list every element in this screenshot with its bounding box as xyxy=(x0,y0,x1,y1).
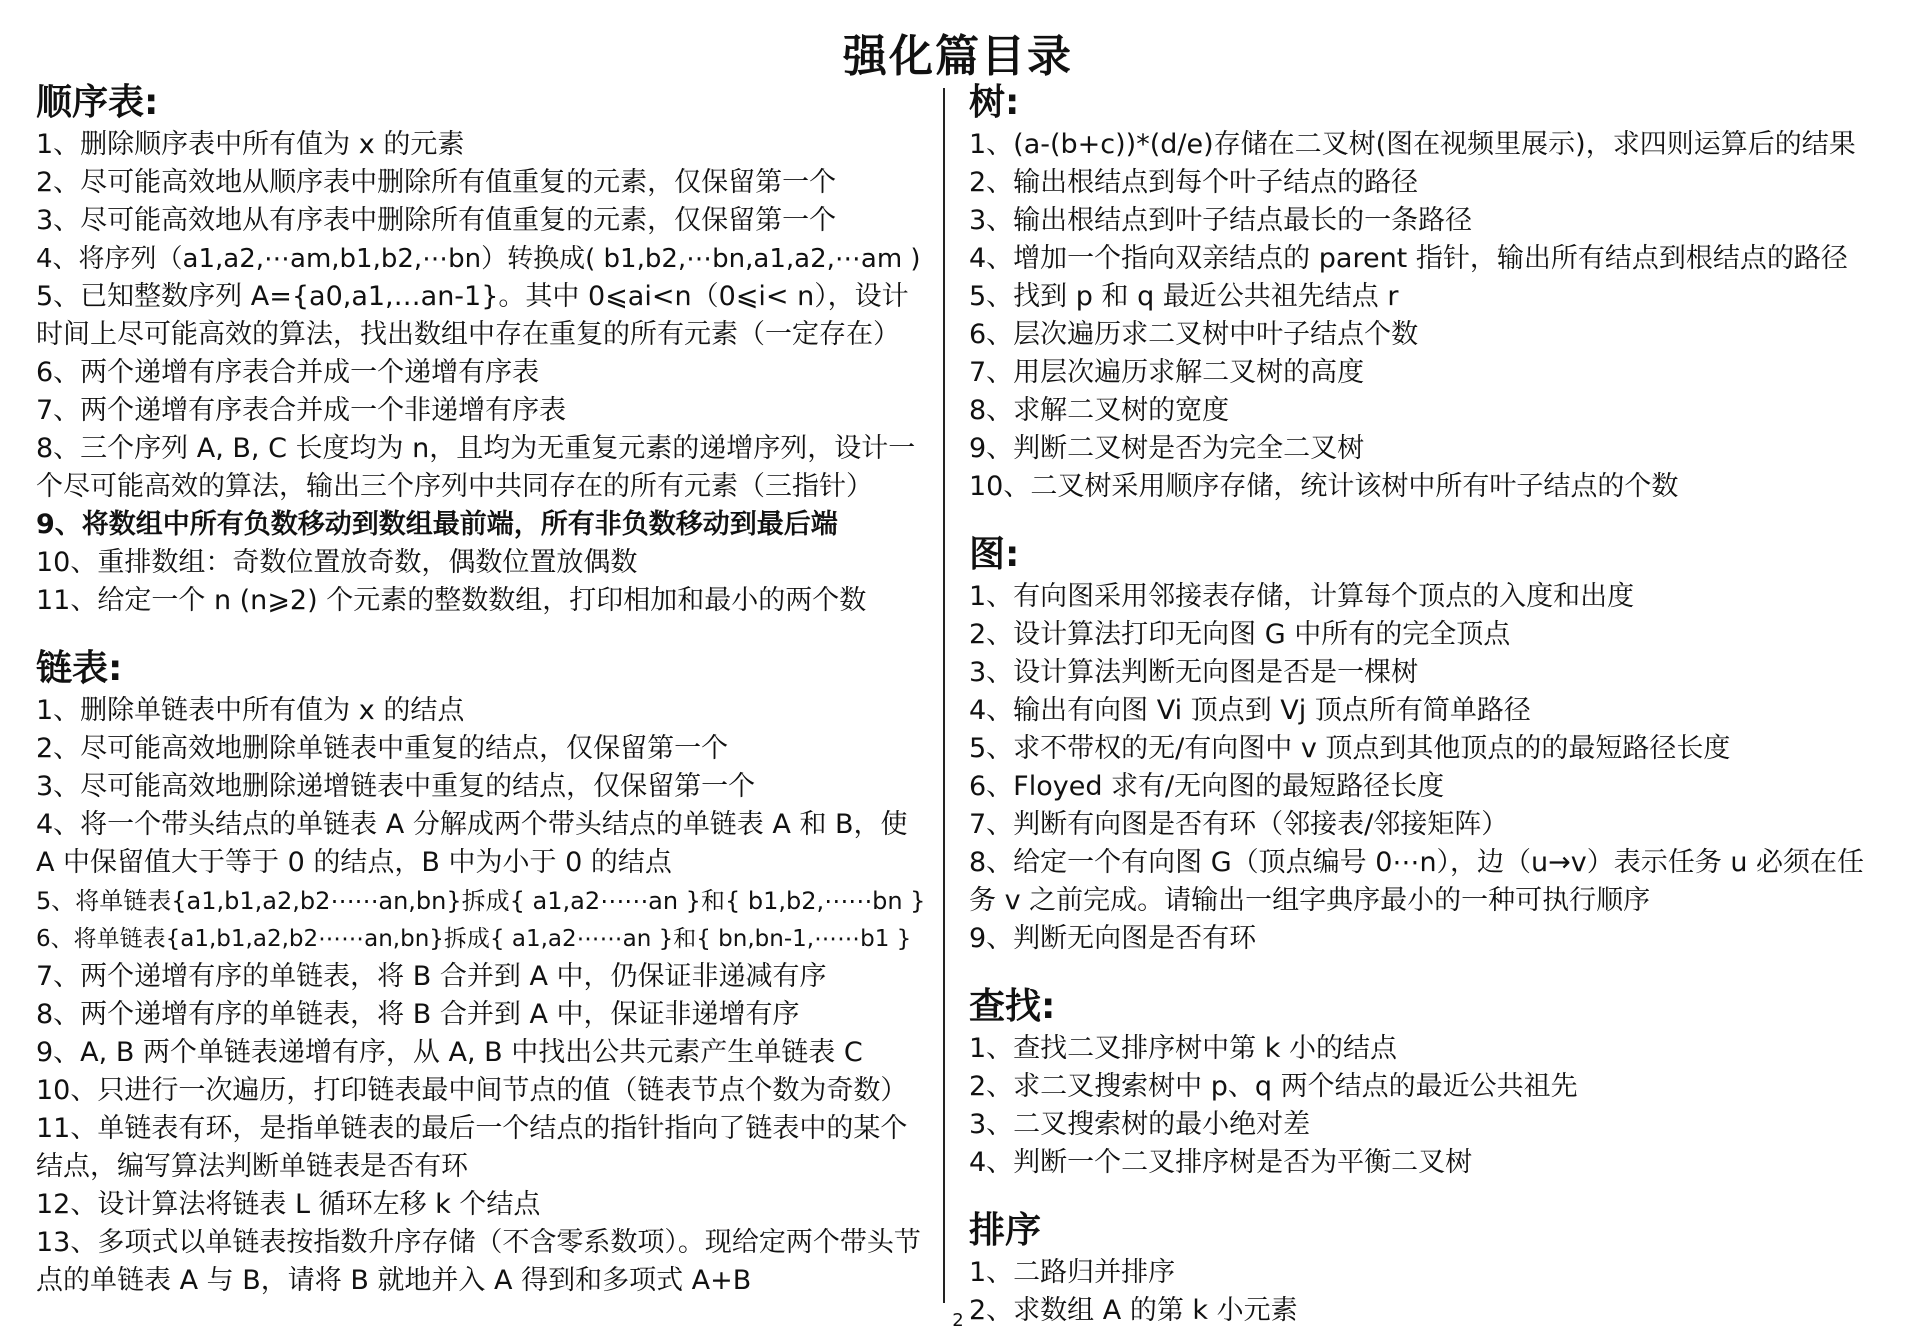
section-heading: 顺序表: xyxy=(36,82,159,123)
list-item: 8、求解二叉树的宽度 xyxy=(969,395,1230,426)
section xyxy=(969,984,1889,1182)
section-list xyxy=(36,692,926,1300)
list-item: 5、求不带权的无/有向图中 v 顶点到其他顶点的的最短路径长度 xyxy=(969,733,1731,764)
list-item: 8、两个递增有序的单链表，将 B 合并到 A 中，保证非递增有序 xyxy=(36,999,800,1030)
list-item: 1、(a-(b+c))*(d/e)存储在二叉树(图在视频里展示)，求四则运算后的结果 xyxy=(969,129,1856,160)
left-column xyxy=(36,80,926,1300)
section-list xyxy=(969,126,1889,506)
section-list xyxy=(36,126,926,620)
section xyxy=(969,80,1889,506)
list-item: 5、将单链表{a1,b1,a2,b2⋯⋯an,bn}拆成{ a1,a2⋯⋯an }和{ b1,b2,⋯⋯bn } xyxy=(36,887,926,915)
section-list xyxy=(969,578,1889,958)
list-item: 7、两个递增有序的单链表，将 B 合并到 A 中，仍保证非递减有序 xyxy=(36,961,827,992)
list-item: 9、判断无向图是否有环 xyxy=(969,923,1257,954)
list-item: 5、找到 p 和 q 最近公共祖先结点 r xyxy=(969,281,1399,312)
section-heading: 排序 xyxy=(969,1210,1042,1251)
list-item: 1、二路归并排序 xyxy=(969,1257,1176,1288)
list-item: 10、重排数组：奇数位置放奇数，偶数位置放偶数 xyxy=(36,547,638,578)
list-item: 4、将一个带头结点的单链表 A 分解成两个带头结点的单链表 A 和 B，使 A 中保留值大于等于 0 的结点，B 中为小于 0 的结点 xyxy=(36,809,908,878)
list-item: 3、尽可能高效地从有序表中删除所有值重复的元素，仅保留第一个 xyxy=(36,205,837,236)
list-item: 2、设计算法打印无向图 G 中所有的完全顶点 xyxy=(969,619,1511,650)
list-item: 1、删除顺序表中所有值为 x 的元素 xyxy=(36,129,465,160)
list-item: 3、设计算法判断无向图是否是一棵树 xyxy=(969,657,1419,688)
section xyxy=(969,532,1889,958)
list-item: 3、尽可能高效地删除递增链表中重复的结点，仅保留第一个 xyxy=(36,771,756,802)
page-number: 2 xyxy=(952,1310,964,1331)
list-item: 7、两个递增有序表合并成一个非递增有序表 xyxy=(36,395,567,426)
list-item: 1、有向图采用邻接表存储，计算每个顶点的入度和出度 xyxy=(969,581,1635,612)
list-item: 6、Floyed 求有/无向图的最短路径长度 xyxy=(969,771,1445,802)
list-item: 2、求数组 A 的第 k 小元素 xyxy=(969,1295,1298,1326)
list-item: 4、判断一个二叉排序树是否为平衡二叉树 xyxy=(969,1147,1473,1178)
list-item: 9、将数组中所有负数移动到数组最前端，所有非负数移动到最后端 xyxy=(36,509,838,540)
section-spacer xyxy=(969,958,1889,984)
list-item: 4、输出有向图 Vi 顶点到 Vj 顶点所有简单路径 xyxy=(969,695,1531,726)
list-item: 9、A, B 两个单链表递增有序，从 A, B 中找出公共元素产生单链表 C xyxy=(36,1037,863,1068)
list-item: 8、三个序列 A, B, C 长度均为 n，且均为无重复元素的递增序列，设计一个尽可能高效的算法，输出三个序列中共同存在的所有元素（三指针） xyxy=(36,433,916,502)
list-item: 10、只进行一次遍历，打印链表最中间节点的值（链表节点个数为奇数） xyxy=(36,1075,908,1106)
list-item: 4、将序列（a1,a2,⋯am,b1,b2,⋯bn）转换成( b1,b2,⋯bn,a1,a2,⋯am ) xyxy=(36,244,921,274)
list-item: 8、给定一个有向图 G（顶点编号 0⋯n），边（u→v）表示任务 u 必须在任务 v 之前完成。请输出一组字典序最小的一种可执行顺序 xyxy=(969,847,1865,916)
section xyxy=(36,80,926,620)
list-item: 11、给定一个 n (n⩾2) 个元素的整数数组，打印相加和最小的两个数 xyxy=(36,585,867,616)
list-item: 2、求二叉搜索树中 p、q 两个结点的最近公共祖先 xyxy=(969,1071,1578,1102)
section-spacer xyxy=(969,1182,1889,1208)
section-heading: 链表: xyxy=(36,648,123,689)
right-column xyxy=(969,80,1889,1330)
list-item: 13、多项式以单链表按指数升序存储（不含零系数项）。现给定两个带头节点的单链表 A 与 B，请将 B 就地并入 A 得到和多项式 A+B xyxy=(36,1227,921,1296)
list-item: 5、已知整数序列 A={a0,a1,…an-1}。其中 0⩽ai<n（0⩽i< n），设计时间上尽可能高效的算法，找出数组中存在重复的所有元素（一定存在） xyxy=(36,281,909,350)
list-item: 3、二叉搜索树的最小绝对差 xyxy=(969,1109,1311,1140)
list-item: 12、设计算法将链表 L 循环左移 k 个结点 xyxy=(36,1189,541,1220)
section-spacer xyxy=(36,620,926,646)
list-item: 2、尽可能高效地删除单链表中重复的结点，仅保留第一个 xyxy=(36,733,729,764)
column-divider xyxy=(943,88,945,1303)
list-item: 2、输出根结点到每个叶子结点的路径 xyxy=(969,167,1419,198)
list-item: 4、增加一个指向双亲结点的 parent 指针，输出所有结点到根结点的路径 xyxy=(969,243,1848,274)
section xyxy=(36,646,926,1300)
list-item: 6、层次遍历求二叉树中叶子结点个数 xyxy=(969,319,1419,350)
section-spacer xyxy=(969,506,1889,532)
list-item: 6、将单链表{a1,b1,a2,b2⋯⋯an,bn}拆成{ a1,a2⋯⋯an }和{ bn,bn-1,⋯⋯b1 } xyxy=(36,926,912,952)
list-item: 6、两个递增有序表合并成一个递增有序表 xyxy=(36,357,540,388)
list-item: 11、单链表有环，是指单链表的最后一个结点的指针指向了链表中的某个结点，编写算法判断单链表是否有环 xyxy=(36,1113,908,1182)
list-item: 2、尽可能高效地从顺序表中删除所有值重复的元素，仅保留第一个 xyxy=(36,167,837,198)
list-item: 10、二叉树采用顺序存储，统计该树中所有叶子结点的个数 xyxy=(969,471,1679,502)
list-item: 9、判断二叉树是否为完全二叉树 xyxy=(969,433,1365,464)
list-item: 1、查找二叉排序树中第 k 小的结点 xyxy=(969,1033,1397,1064)
list-item: 3、输出根结点到叶子结点最长的一条路径 xyxy=(969,205,1473,236)
list-item: 1、删除单链表中所有值为 x 的结点 xyxy=(36,695,465,726)
section-heading: 查找: xyxy=(969,986,1056,1027)
list-item: 7、判断有向图是否有环（邻接表/邻接矩阵） xyxy=(969,809,1509,840)
list-item: 7、用层次遍历求解二叉树的高度 xyxy=(969,357,1365,388)
page-title: 强化篇目录 xyxy=(843,31,1073,82)
section-list xyxy=(969,1030,1889,1182)
section-heading: 图: xyxy=(969,534,1020,575)
section-heading: 树: xyxy=(969,82,1020,123)
